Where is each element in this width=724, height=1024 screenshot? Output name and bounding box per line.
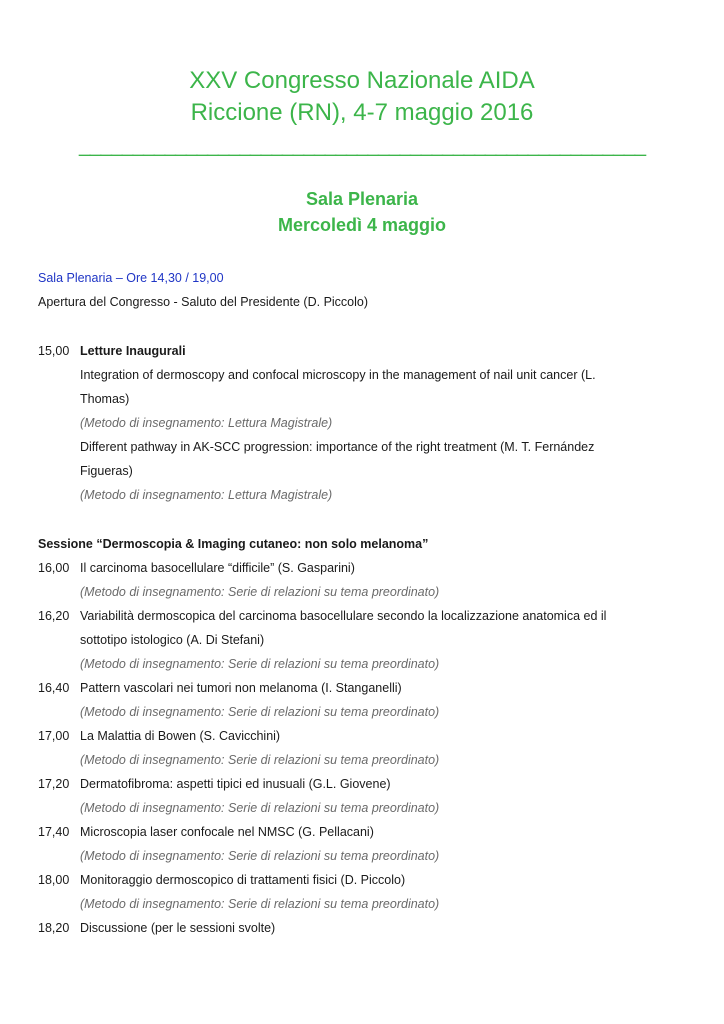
- time-item-4: 17,00: [38, 729, 70, 743]
- time-item-2: 16,20: [38, 609, 70, 623]
- lettura-1-method: (Metodo di insegnamento: Lettura Magistrale): [80, 416, 333, 430]
- document-subtitle: Riccione (RN), 4-7 maggio 2016: [190, 99, 534, 126]
- time-letture: 15,00: [38, 344, 70, 358]
- time-item-7: 18,00: [38, 873, 70, 887]
- session-title: Sessione “Dermoscopia & Imaging cutaneo: non solo melanoma”: [38, 537, 429, 551]
- time-item-1: 16,00: [38, 561, 70, 575]
- lettura-1-line2: Thomas): [80, 392, 130, 406]
- time-discussion: 18,20: [38, 921, 70, 935]
- item-2-text-cont: sottotipo istologico (A. Di Stefani): [80, 633, 265, 647]
- item-1-method: (Metodo di insegnamento: Serie di relazioni su tema preordinato): [80, 585, 440, 599]
- item-4-method: (Metodo di insegnamento: Serie di relazioni su tema preordinato): [80, 753, 440, 767]
- item-5-method: (Metodo di insegnamento: Serie di relazioni su tema preordinato): [80, 801, 440, 815]
- item-1-text: Il carcinoma basocellulare “difficile” (S. Gasparini): [80, 561, 355, 575]
- discussion-text: Discussione (per le sessioni svolte): [80, 921, 276, 935]
- item-2-text: Variabilità dermoscopica del carcinoma basocellulare secondo la localizzazione anatomica ed il: [80, 609, 607, 623]
- lettura-1-line1: Integration of dermoscopy and confocal microscopy in the management of nail unit cancer (L.: [80, 368, 596, 382]
- lettura-2-method: (Metodo di insegnamento: Lettura Magistrale): [80, 488, 333, 502]
- time-item-6: 17,40: [38, 825, 70, 839]
- time-item-5: 17,20: [38, 777, 70, 791]
- lettura-2-line2: Figueras): [80, 464, 133, 478]
- time-item-3: 16,40: [38, 681, 70, 695]
- opening-heading: Sala Plenaria – Ore 14,30 / 19,00: [38, 271, 224, 285]
- item-2-method: (Metodo di insegnamento: Serie di relazioni su tema preordinato): [80, 657, 440, 671]
- document-title: XXV Congresso Nazionale AIDA: [189, 67, 535, 94]
- item-4-text: La Malattia di Bowen (S. Cavicchini): [80, 729, 281, 743]
- item-7-text: Monitoraggio dermoscopico di trattamenti fisici (D. Piccolo): [80, 873, 406, 887]
- item-7-method: (Metodo di insegnamento: Serie di relazioni su tema preordinato): [80, 897, 440, 911]
- item-3-method: (Metodo di insegnamento: Serie di relazioni su tema preordinato): [80, 705, 440, 719]
- letture-title: Letture Inaugurali: [80, 344, 186, 358]
- title-rule: _____________________________________________________: [79, 134, 645, 157]
- item-5-text: Dermatofibroma: aspetti tipici ed inusuali (G.L. Giovene): [80, 777, 391, 791]
- day-heading: Mercoledì 4 maggio: [277, 215, 447, 235]
- room-heading: Sala Plenaria: [305, 189, 419, 209]
- opening-text: Apertura del Congresso - Saluto del Presidente (D. Piccolo): [38, 295, 369, 309]
- item-6-text: Microscopia laser confocale nel NMSC (G. Pellacani): [80, 825, 374, 839]
- item-3-text: Pattern vascolari nei tumori non melanoma (I. Stanganelli): [80, 681, 402, 695]
- item-6-method: (Metodo di insegnamento: Serie di relazioni su tema preordinato): [80, 849, 440, 863]
- lettura-2-line1: Different pathway in AK-SCC progression: importance of the right treatment (M. T. Fernández: [80, 440, 595, 454]
